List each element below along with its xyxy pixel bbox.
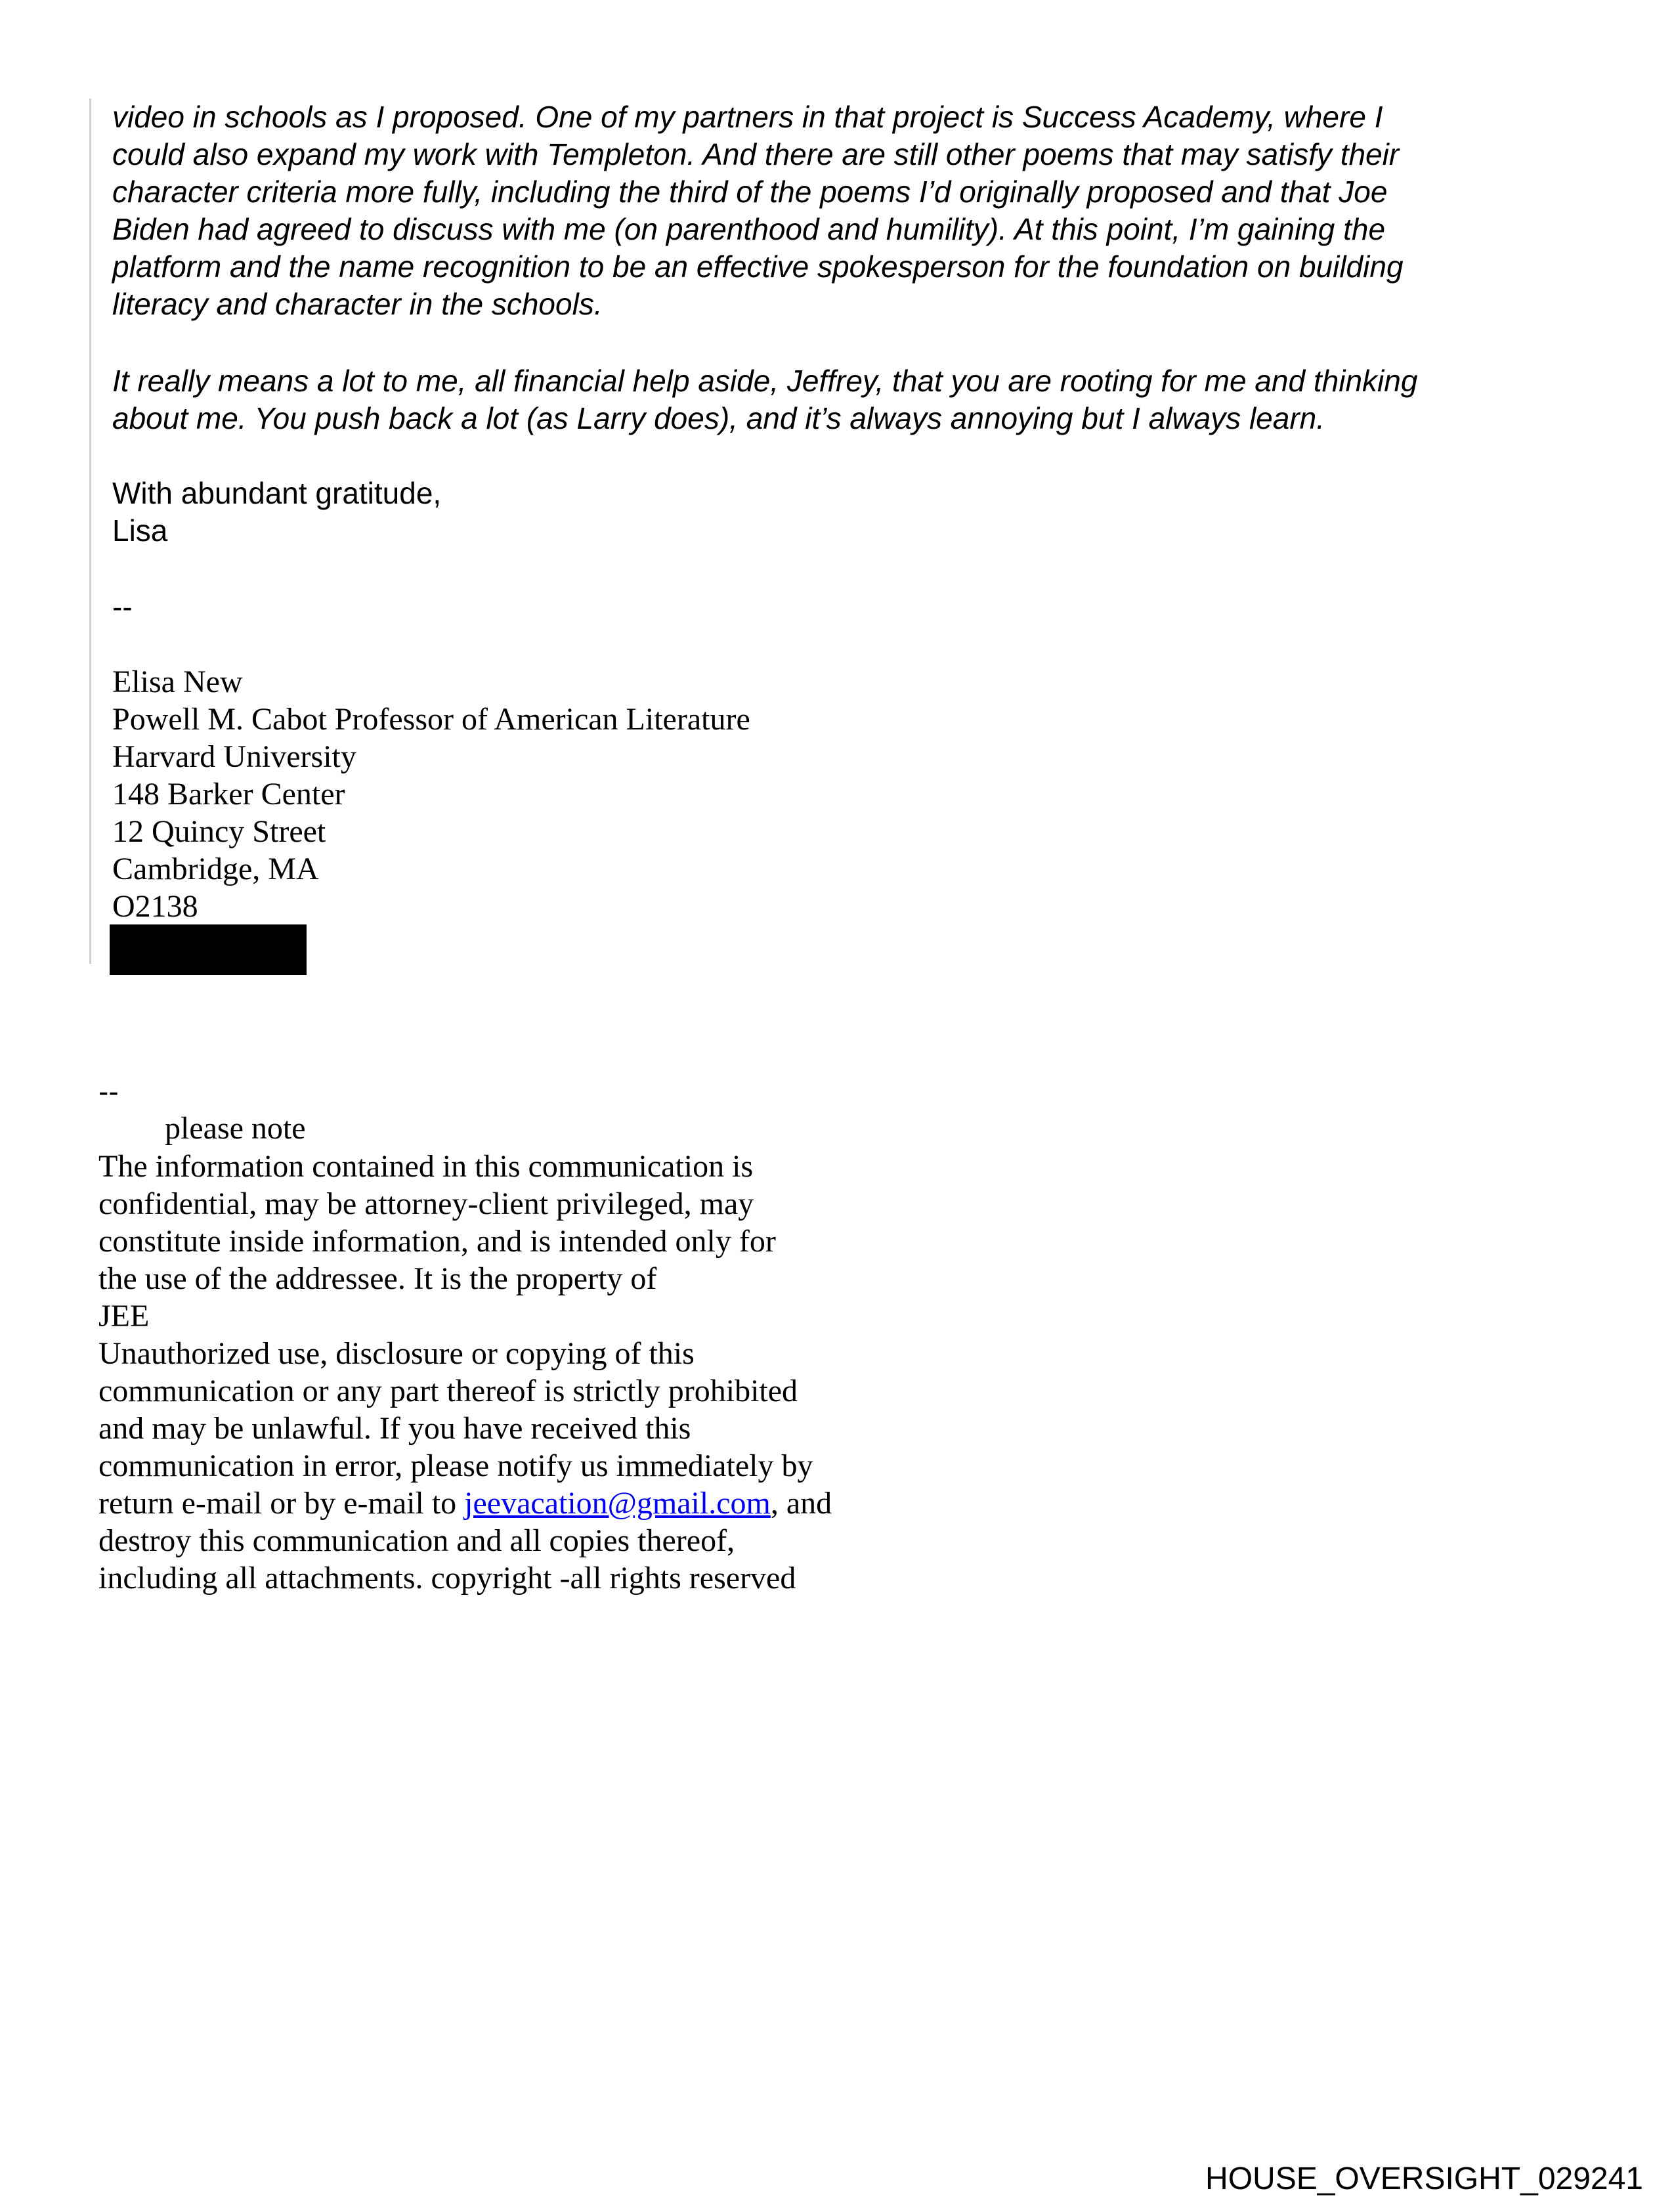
footer-line: communication in error, please notify us immediately by (98, 1448, 813, 1483)
body-line: character criteria more fully, including the third of the poems I’d originally proposed and that Joe (112, 175, 1388, 209)
signature-city: Cambridge, MA (112, 852, 319, 886)
body-line: Biden had agreed to discuss with me (on parenthood and humility). At this point, I’m gaining the (112, 212, 1386, 246)
footer-line: Unauthorized use, disclosure or copying of this (98, 1336, 695, 1371)
redaction-box (110, 924, 307, 975)
footer-line: and may be unlawful. If you have received this (98, 1411, 691, 1446)
quote-rule (89, 98, 91, 964)
footer-line: constitute inside information, and is intended only for (98, 1224, 776, 1259)
footer-line: communication or any part thereof is strictly prohibited (98, 1374, 798, 1408)
footer-line: destroy this communication and all copies thereof, (98, 1523, 735, 1558)
signature-zip: O2138 (112, 889, 198, 924)
body-line: literacy and character in the schools. (112, 287, 603, 321)
signature-institution: Harvard University (112, 739, 356, 774)
body-line: platform and the name recognition to be an effective spokesperson for the foundation on building (112, 249, 1404, 284)
footer-line: including all attachments. copyright -all rights reserved (98, 1561, 796, 1595)
footer-line: JEE (98, 1299, 150, 1334)
footer-line: The information contained in this communication is (98, 1149, 754, 1184)
bates-number: HOUSE_OVERSIGHT_029241 (1205, 2161, 1643, 2196)
body-line: about me. You push back a lot (as Larry does), and it’s always annoying but I always learn. (112, 401, 1325, 435)
body-line: It really means a lot to me, all financial help aside, Jeffrey, that you are rooting for me and thinking (112, 364, 1418, 398)
signature-street: 12 Quincy Street (112, 814, 326, 849)
email-prefix: return e-mail or by e-mail to (98, 1486, 465, 1521)
signature-title: Powell M. Cabot Professor of American Literature (112, 702, 750, 737)
body-line: could also expand my work with Templeton. And there are still other poems that may satisfy their (112, 137, 1400, 171)
footer-line: the use of the addressee. It is the property of (98, 1261, 657, 1296)
footer-email-line (98, 1485, 832, 1522)
closing: With abundant gratitude, (112, 476, 442, 510)
footer-note: please note (165, 1111, 306, 1146)
body-line: video in schools as I proposed. One of my partners in that project is Success Academy, where I (112, 100, 1383, 134)
email-suffix: , and (770, 1486, 832, 1521)
email-link[interactable]: jeevacation@gmail.com (464, 1486, 771, 1521)
footer-separator: -- (98, 1074, 119, 1108)
footer-line: confidential, may be attorney-client privileged, may (98, 1186, 754, 1221)
separator: -- (112, 590, 133, 624)
signature-name: Elisa New (112, 664, 243, 699)
signoff: Lisa (112, 513, 168, 548)
signature-address: 148 Barker Center (112, 777, 345, 812)
